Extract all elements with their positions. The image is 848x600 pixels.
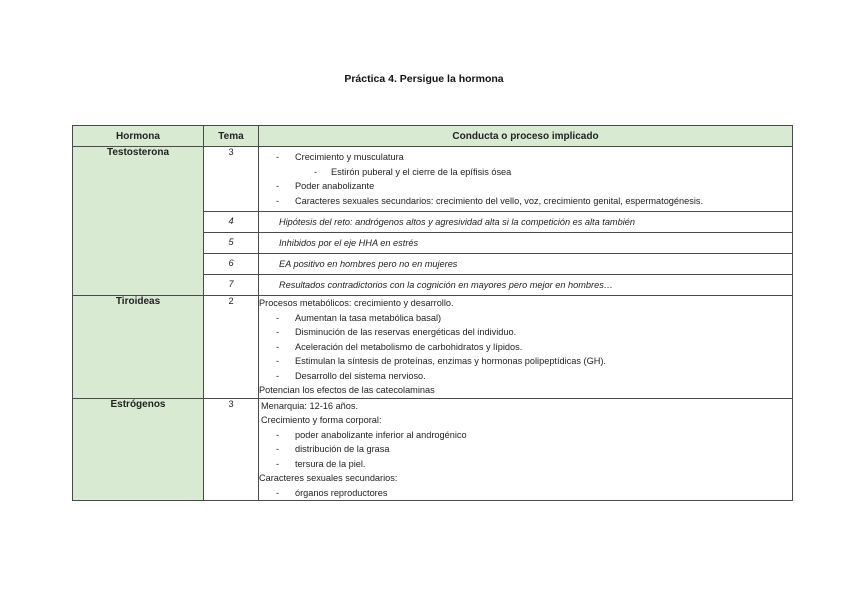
- list-item: - Estirón puberal y el cierre de la epífisis ósea: [259, 165, 792, 180]
- tema-cell: 3: [204, 147, 259, 212]
- list-item: - poder anabolizante inferior al androgénico: [259, 428, 792, 443]
- list-item: - Aceleración del metabolismo de carbohidratos y lípidos.: [259, 340, 792, 355]
- tema-cell: 4: [204, 212, 259, 233]
- list-intro: Menarquia: 12-16 años.: [261, 400, 359, 411]
- conducta-cell: [259, 147, 793, 212]
- list-item: - Crecimiento y musculatura: [259, 150, 792, 165]
- list-item: - Estimulan la síntesis de proteínas, enzimas y hormonas polipeptídicas (GH).: [259, 354, 792, 369]
- header-tema: Tema: [204, 126, 259, 147]
- conducta-cell: [259, 398, 793, 501]
- list-item: - Caracteres sexuales secundarios: crecimiento del vello, voz, crecimiento genital, espermatogénesis.: [259, 194, 792, 209]
- hormone-tiroideas: Tiroideas: [73, 296, 204, 399]
- hormone-testosterona: Testosterona: [73, 147, 204, 296]
- header-conducta: Conducta o proceso implicado: [259, 126, 793, 147]
- tema-cell: 5: [204, 233, 259, 254]
- list-intro: Caracteres sexuales secundarios:: [259, 473, 398, 483]
- tema-cell: 2: [204, 296, 259, 399]
- conducta-cell: Inhibidos por el eje HHA en estrés: [259, 233, 793, 254]
- list-intro: Crecimiento y forma corporal:: [261, 415, 382, 425]
- hormone-table: [72, 125, 793, 501]
- list-item: - Aumentan la tasa metabólica basal): [259, 311, 792, 326]
- table-header-row: [73, 126, 793, 147]
- list-item: - órganos reproductores: [259, 486, 792, 501]
- tema-cell: 3: [204, 398, 259, 501]
- hormone-estrogenos: Estrógenos: [73, 398, 204, 501]
- conducta-cell: Hipótesis del reto: andrógenos altos y agresividad alta si la competición es alta también: [259, 212, 793, 233]
- page-title: Práctica 4. Persigue la hormona: [344, 73, 504, 85]
- conducta-cell: [259, 296, 793, 399]
- list-item: - Desarrollo del sistema nervioso.: [259, 369, 792, 384]
- table-row: [73, 147, 793, 212]
- conducta-cell: EA positivo en hombres pero no en mujeres: [259, 254, 793, 275]
- list-item: - distribución de la grasa: [259, 442, 792, 457]
- table-row: [73, 296, 793, 399]
- table-row: [73, 398, 793, 501]
- tema-cell: 6: [204, 254, 259, 275]
- list-item: - Poder anabolizante: [259, 179, 792, 194]
- conducta-cell: Resultados contradictorios con la cognición en mayores pero mejor en hombres…: [259, 275, 793, 296]
- list-outro: Potencian los efectos de las catecolaminas: [259, 385, 435, 395]
- header-hormona: Hormona: [73, 126, 204, 147]
- list-item: - Disminución de las reservas energéticas del individuo.: [259, 325, 792, 340]
- tema-cell: 7: [204, 275, 259, 296]
- list-item: - tersura de la piel.: [259, 457, 792, 472]
- list-intro: Procesos metabólicos: crecimiento y desarrollo.: [259, 298, 454, 308]
